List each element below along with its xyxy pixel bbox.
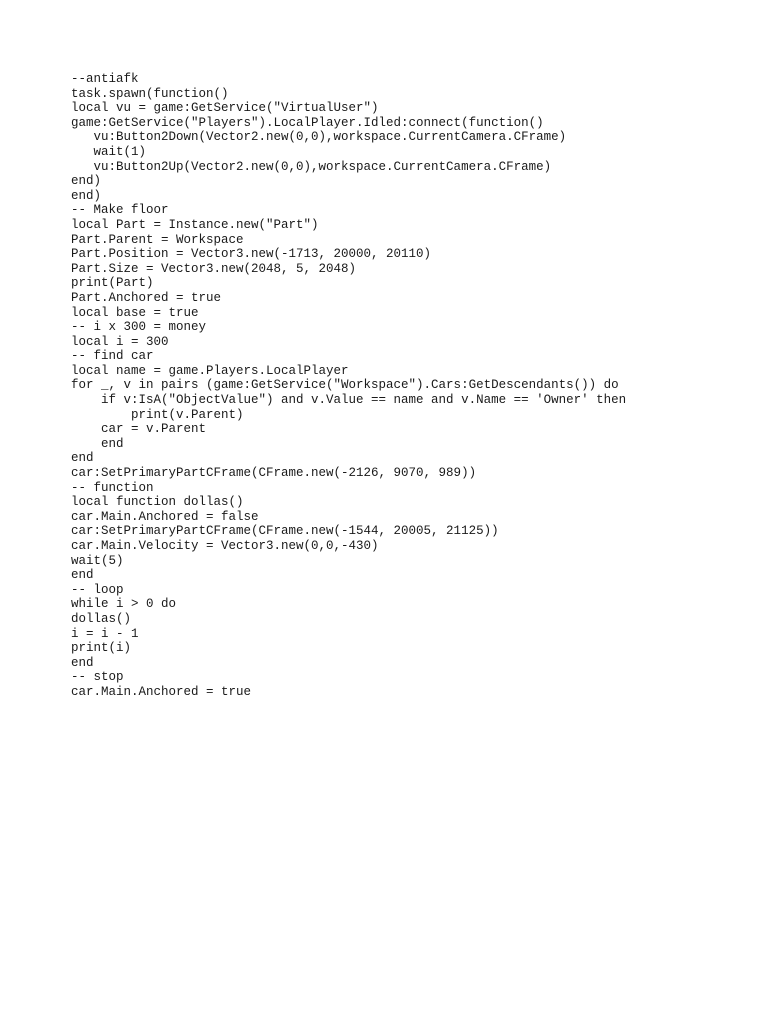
code-line: local function dollas() — [71, 495, 244, 510]
code-line: -- find car — [71, 349, 154, 364]
code-line: end — [71, 436, 124, 451]
code-line: i = i - 1 — [71, 626, 139, 641]
code-line: while i > 0 do — [71, 597, 177, 612]
code-line: --antiafk — [71, 72, 139, 86]
code-line: Part.Parent = Workspace — [71, 232, 244, 247]
code-line: local Part = Instance.new("Part") — [71, 217, 319, 232]
code-line: task.spawn(function() — [71, 86, 229, 101]
code-line: end — [71, 568, 94, 583]
code-line: car:SetPrimaryPartCFrame(CFrame.new(-2126, 9070, 989)) — [71, 466, 477, 481]
code-line: vu:Button2Up(Vector2.new(0,0),workspace.CurrentCamera.CFrame) — [71, 159, 552, 174]
code-line: print(Part) — [71, 276, 154, 291]
code-line: Part.Anchored = true — [71, 290, 222, 305]
code-line: car.Main.Velocity = Vector3.new(0,0,-430) — [71, 539, 379, 553]
code-line: -- stop — [71, 670, 124, 685]
code-line: car.Main.Anchored = true — [71, 684, 252, 699]
code-line: -- loop — [71, 582, 124, 597]
code-line: car.Main.Anchored = false — [71, 509, 259, 524]
code-line: print(v.Parent) — [71, 407, 244, 422]
code-line: Part.Size = Vector3.new(2048, 5, 2048) — [71, 261, 357, 276]
code-line: print(i) — [71, 641, 132, 656]
code-line: car:SetPrimaryPartCFrame(CFrame.new(-1544, 20005, 21125)) — [71, 524, 499, 539]
code-line: wait(5) — [71, 553, 124, 568]
code-line: end — [71, 655, 94, 670]
code-line: -- i x 300 = money — [71, 320, 207, 335]
code-line: for _, v in pairs (game:GetService("Workspace").Cars:GetDescendants()) do — [71, 378, 619, 393]
code-line: vu:Button2Down(Vector2.new(0,0),workspace.CurrentCamera.CFrame) — [71, 130, 567, 145]
code-line: end — [71, 451, 94, 466]
code-line: local name = game.Players.LocalPlayer — [71, 363, 349, 378]
code-line: -- function — [71, 480, 154, 495]
code-line: dollas() — [71, 611, 132, 626]
code-text-block — [71, 72, 626, 700]
code-line: wait(1) — [71, 144, 147, 159]
code-line: local base = true — [71, 305, 199, 320]
code-line: local i = 300 — [71, 334, 169, 349]
code-line: if v:IsA("ObjectValue") and v.Value == name and v.Name == 'Owner' then — [71, 393, 627, 408]
code-line: game:GetService("Players").LocalPlayer.Idled:connect(function() — [71, 115, 544, 130]
code-line: end) — [71, 174, 102, 189]
code-line: local vu = game:GetService("VirtualUser") — [71, 101, 379, 116]
code-line: end) — [71, 188, 102, 203]
code-line: car = v.Parent — [71, 422, 207, 437]
code-line: -- Make floor — [71, 203, 169, 218]
code-line: Part.Position = Vector3.new(-1713, 20000, 20110) — [71, 247, 432, 262]
